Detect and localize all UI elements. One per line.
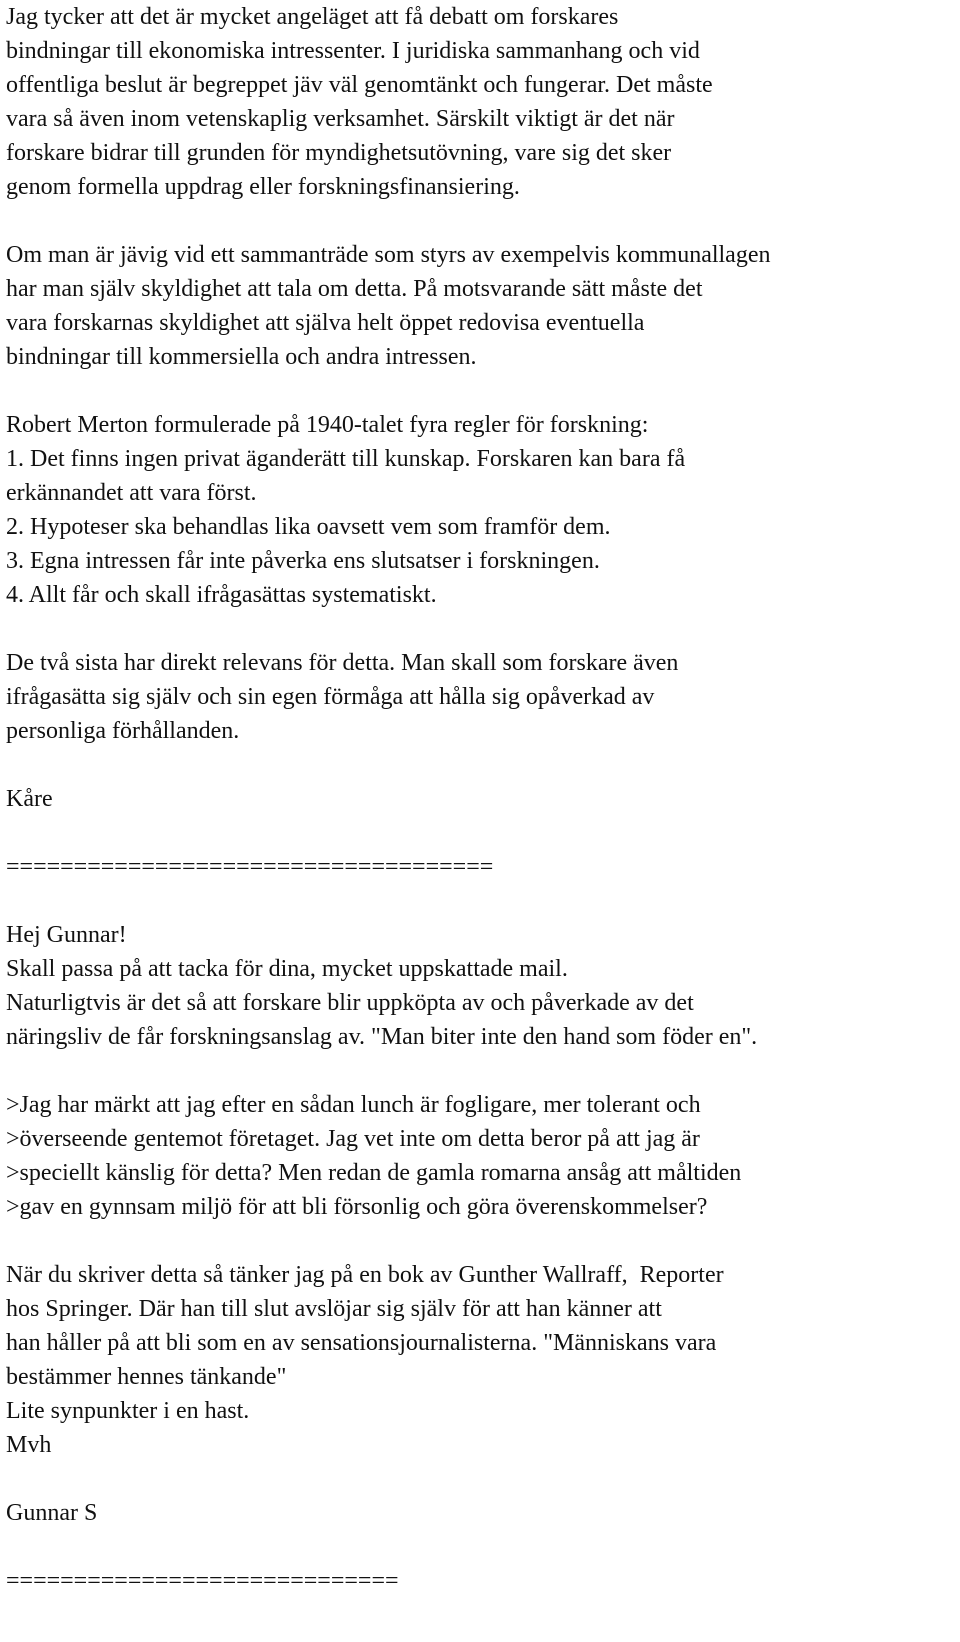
- text-line: >speciellt känslig för detta? Men redan de gamla romarna ansåg att måltiden: [6, 1160, 742, 1186]
- paragraph-gap: [6, 1462, 954, 1496]
- relevance-paragraph: [6, 646, 954, 748]
- text-line: Robert Merton formulerade på 1940-talet fyra regler för forskning:: [6, 412, 649, 438]
- quoted-paragraph: [6, 1088, 954, 1224]
- text-line: ifrågasätta sig själv och sin egen förmåga att hålla sig opåverkad av: [6, 684, 655, 710]
- text-line: =============================: [6, 1568, 399, 1594]
- paragraph-gap: [6, 884, 954, 918]
- text-line: De två sista har direkt relevans för detta. Man skall som forskare även: [6, 650, 679, 676]
- text-line: Naturligtvis är det så att forskare blir uppköpta av och påverkade av det: [6, 990, 694, 1016]
- text-line: När du skriver detta så tänker jag på en bok av Gunther Wallraff, Reporter: [6, 1262, 724, 1288]
- text-line: Mvh: [6, 1432, 52, 1458]
- text-line: genom formella uppdrag eller forskningsfinansiering.: [6, 174, 520, 200]
- text-line: offentliga beslut är begreppet jäv väl genomtänkt och fungerar. Det måste: [6, 72, 713, 98]
- text-line: 2. Hypoteser ska behandlas lika oavsett vem som framför dem.: [6, 514, 611, 540]
- text-line: vara forskarnas skyldighet att själva helt öppet redovisa eventuella: [6, 310, 645, 336]
- text-line: vara så även inom vetenskaplig verksamhet. Särskilt viktigt är det när: [6, 106, 675, 132]
- separator-line: [6, 850, 954, 884]
- conflict-of-interest-paragraph: [6, 238, 954, 374]
- text-line: bindningar till ekonomiska intressenter. I juridiska sammanhang och vid: [6, 38, 700, 64]
- text-line: personliga förhållanden.: [6, 718, 240, 744]
- paragraph-gap: [6, 1530, 954, 1564]
- text-line: erkännandet att vara först.: [6, 480, 257, 506]
- text-line: >Jag har märkt att jag efter en sådan lunch är fogligare, mer tolerant och: [6, 1092, 701, 1118]
- signature-kare: [6, 782, 954, 816]
- text-line: Kåre: [6, 786, 53, 812]
- text-line: 4. Allt får och skall ifrågasättas systematiskt.: [6, 582, 437, 608]
- text-line: Jag tycker att det är mycket angeläget att få debatt om forskares: [6, 4, 619, 30]
- text-line: >gav en gynnsam miljö för att bli försonlig och göra överenskommelser?: [6, 1194, 708, 1220]
- text-line: har man själv skyldighet att tala om detta. På motsvarande sätt måste det: [6, 276, 703, 302]
- text-line: forskare bidrar till grunden för myndighetsutövning, vare sig det sker: [6, 140, 672, 166]
- text-line: hos Springer. Där han till slut avslöjar sig själv för att han känner att: [6, 1296, 662, 1322]
- text-line: han håller på att bli som en av sensationsjournalisterna. "Människans vara: [6, 1330, 717, 1356]
- text-line: Gunnar S: [6, 1500, 98, 1526]
- merton-rules-paragraph: [6, 408, 954, 612]
- text-line: 3. Egna intressen får inte påverka ens slutsatser i forskningen.: [6, 548, 600, 574]
- paragraph-gap: [6, 816, 954, 850]
- greeting-paragraph: [6, 918, 954, 1054]
- text-line: Skall passa på att tacka för dina, mycket uppskattade mail.: [6, 956, 568, 982]
- text-line: Om man är jävig vid ett sammanträde som styrs av exempelvis kommunallagen: [6, 242, 771, 268]
- paragraph-gap: [6, 204, 954, 238]
- text-line: 1. Det finns ingen privat äganderätt till kunskap. Forskaren kan bara få: [6, 446, 686, 472]
- text-line: Hej Gunnar!: [6, 922, 127, 948]
- paragraph-gap: [6, 612, 954, 646]
- paragraph-gap: [6, 374, 954, 408]
- paragraph-gap: [6, 748, 954, 782]
- paragraph-gap: [6, 1224, 954, 1258]
- separator-line-end: [6, 1564, 954, 1598]
- paragraph-gap: [6, 1054, 954, 1088]
- text-line: ====================================: [6, 854, 494, 880]
- text-line: >överseende gentemot företaget. Jag vet inte om detta beror på att jag är: [6, 1126, 700, 1152]
- wallraff-paragraph: [6, 1258, 954, 1462]
- text-line: bindningar till kommersiella och andra intressen.: [6, 344, 477, 370]
- signature-gunnar: [6, 1496, 954, 1530]
- intro-paragraph: [6, 0, 954, 204]
- text-line: Lite synpunkter i en hast.: [6, 1398, 250, 1424]
- text-line: bestämmer hennes tänkande": [6, 1364, 287, 1390]
- text-line: näringsliv de får forskningsanslag av. "Man biter inte den hand som föder en".: [6, 1024, 758, 1050]
